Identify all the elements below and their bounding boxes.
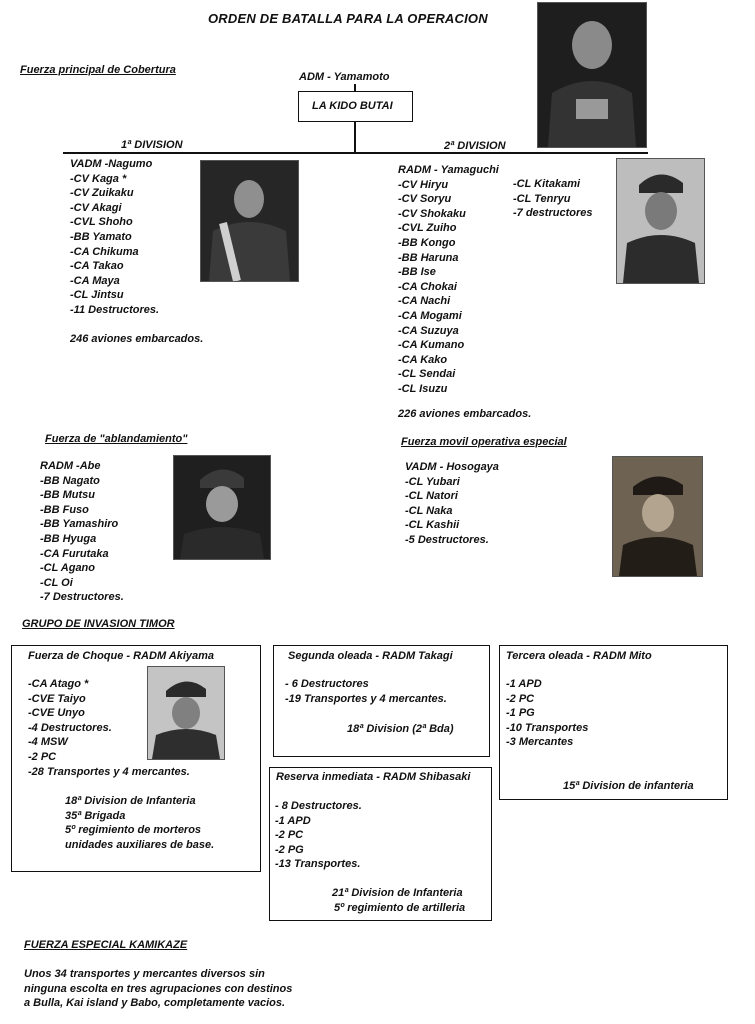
list-item: -4 MSW [28, 736, 68, 749]
portrait-icon [538, 3, 646, 147]
list-item: -13 Transportes. [275, 858, 361, 871]
portrait-icon [148, 667, 224, 759]
choque-header: Fuerza de Choque - RADM Akiyama [28, 650, 215, 662]
list-item: VADM - Hosogaya [405, 461, 499, 473]
list-item: -CV Zuikaku [70, 187, 134, 200]
list-item: -CL Sendai [398, 368, 456, 381]
list-item: -CL Natori [405, 490, 458, 503]
text-line: ninguna escolta en tres agrupaciones con destinos [24, 982, 293, 995]
choque-box [11, 645, 261, 872]
list-item: 5º regimiento de morteros [65, 824, 202, 837]
nagumo-portrait [200, 160, 299, 282]
list-item: -CL Jintsu [70, 289, 124, 302]
list-item: -BB Fuso [40, 503, 89, 516]
list-item: -CL Tenryu [513, 192, 571, 205]
portrait-icon [201, 161, 298, 281]
list-item: -BB Nagato [40, 474, 100, 487]
list-item: -7 Destructores. [40, 591, 124, 604]
commander-top: ADM - Yamamoto [299, 71, 390, 83]
list-item: -28 Transportes y 4 mercantes. [28, 765, 190, 778]
list-item: 35ª Brigada [65, 809, 126, 822]
list-item: -CVE Taiyo [28, 692, 86, 705]
list-item: -3 Mercantes [506, 736, 574, 749]
division2-label: 2ª DIVISION [444, 140, 506, 152]
tercera-box [499, 645, 728, 800]
list-item: -CV Hiryu [398, 178, 449, 191]
list-item: -CV Akagi [70, 201, 122, 214]
list-item: RADM -Abe [40, 460, 101, 472]
list-item: -BB Yamashiro [40, 518, 119, 531]
reserva-list [275, 799, 362, 872]
list-item: -7 destructores [513, 207, 593, 220]
list-item: -4 Destructores. [28, 721, 112, 734]
list-item: -2 PC [506, 692, 535, 705]
list-item: -BB Haruna [398, 251, 459, 264]
hosogaya-portrait [612, 456, 703, 577]
tercera-header: Tercera oleada - RADM Mito [506, 650, 652, 662]
list-item: -1 PG [506, 707, 535, 720]
list-item: -CL Isuzu [398, 382, 448, 395]
kamikaze-label: FUERZA ESPECIAL KAMIKAZE [24, 939, 188, 951]
list-item: -5 Destructores. [405, 533, 489, 546]
list-item: -BB Yamato [70, 230, 132, 243]
list-item: RADM - Yamaguchi [398, 164, 499, 176]
list-item: -CL Yubari [405, 475, 460, 488]
list-item: - 8 Destructores. [275, 800, 362, 812]
list-item: -CA Furutaka [40, 547, 109, 560]
text-line: Unos 34 transportes y mercantes diversos sin [24, 968, 265, 980]
ablandamiento-label: Fuerza de "ablandamiento" [45, 433, 188, 445]
abe-portrait [173, 455, 271, 560]
segunda-header: Segunda oleada - RADM Takagi [288, 650, 453, 662]
list-item: 5º regimiento de artilleria [334, 901, 466, 914]
list-item: -CVL Zuiho [398, 222, 457, 235]
list-item: -CA Maya [70, 274, 120, 287]
list-item: -11 Destructores. [70, 303, 160, 316]
ablandamiento-list [40, 459, 124, 605]
list-item: -CA Atago * [28, 678, 89, 690]
list-item: -CVL Shoho [70, 216, 133, 229]
text-line: a Bulla, Kai island y Babo, completamente vacios. [24, 997, 286, 1010]
list-item: -CL Naka [405, 504, 453, 517]
list-item: -CL Agano [40, 562, 95, 575]
tercera-units: 15ª Division de infanteria [563, 780, 694, 792]
tercera-list [506, 677, 588, 750]
choque-units [65, 794, 214, 852]
portrait-icon [613, 457, 702, 576]
list-item: -CA Mogami [398, 309, 462, 322]
division1-label: 1ª DIVISION [121, 139, 183, 151]
connector-vertical [354, 122, 356, 152]
list-item: -BB Kongo [398, 236, 456, 249]
page-title: ORDEN DE BATALLA PARA LA OPERACION [208, 11, 488, 26]
list-item: -CL Kitakami [513, 178, 581, 190]
segunda-list [285, 677, 447, 706]
list-item: -19 Transportes y 4 mercantes. [285, 692, 447, 705]
list-item: -1 APD [506, 678, 542, 690]
division-line [63, 152, 648, 154]
reserva-box [269, 767, 492, 921]
kamikaze-text [24, 967, 292, 1011]
kido-butai-label: LA KIDO BUTAI [312, 100, 393, 112]
list-item: -2 PC [275, 829, 304, 842]
list-item: -10 Transportes [506, 721, 589, 734]
reserva-units [332, 886, 465, 915]
division2-aircraft: 226 aviones embarcados. [398, 408, 532, 420]
main-force-label: Fuerza principal de Cobertura [20, 64, 176, 76]
list-item: -BB Hyuga [40, 532, 97, 545]
list-item: -2 PG [275, 843, 304, 856]
portrait-icon [174, 456, 270, 559]
list-item: -CL Kashii [405, 519, 460, 532]
kido-butai-box [298, 91, 413, 122]
movil-list [405, 460, 499, 548]
list-item: -CV Shokaku [398, 207, 466, 220]
portrait-icon [617, 159, 704, 283]
list-item: -CA Nachi [398, 295, 451, 308]
list-item: -CA Suzuya [398, 324, 459, 337]
list-item: -CV Kaga * [70, 172, 127, 185]
list-item: -1 APD [275, 814, 311, 827]
list-item: 21ª Division de Infanteria [332, 887, 463, 899]
list-item: -CA Chokai [398, 280, 457, 293]
list-item: -BB Mutsu [40, 489, 95, 502]
list-item: -CA Kako [398, 353, 448, 366]
list-item: VADM -Nagumo [70, 158, 153, 170]
division1-aircraft: 246 aviones embarcados. [70, 333, 204, 345]
list-item: -CVE Unyo [28, 707, 85, 720]
timor-label: GRUPO DE INVASION TIMOR [22, 618, 175, 630]
division2-list-col2 [513, 177, 592, 221]
segunda-box [273, 645, 490, 757]
yamamoto-portrait [537, 2, 647, 148]
list-item: -CA Chikuma [70, 245, 139, 258]
segunda-units: 18ª Division (2ª Bda) [347, 723, 454, 735]
division1-list [70, 157, 159, 318]
list-item: - 6 Destructores [285, 678, 369, 690]
list-item: unidades auxiliares de base. [65, 838, 215, 851]
yamaguchi-portrait [616, 158, 705, 284]
list-item: -CL Oi [40, 576, 73, 589]
list-item: -2 PC [28, 750, 57, 763]
reserva-header: Reserva inmediata - RADM Shibasaki [276, 771, 471, 783]
list-item: -CV Soryu [398, 193, 452, 206]
movil-label: Fuerza movil operativa especial [401, 436, 567, 448]
list-item: 18ª Division de Infanteria [65, 795, 196, 807]
list-item: -CA Kumano [398, 339, 465, 352]
division2-list [398, 163, 499, 397]
list-item: -CA Takao [70, 260, 124, 273]
akiyama-portrait [147, 666, 225, 760]
list-item: -BB Ise [398, 266, 436, 279]
